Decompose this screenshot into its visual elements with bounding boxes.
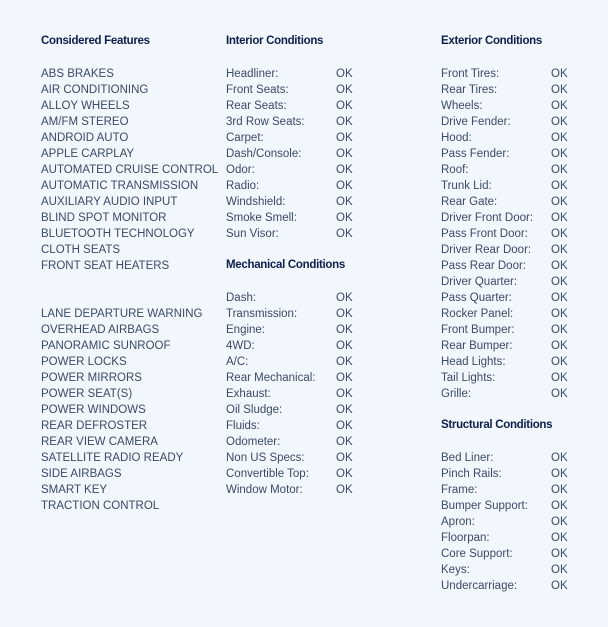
interior-row-label: Carpet: (226, 132, 264, 144)
interior-row-value: OK (336, 164, 353, 176)
feature-item: REAR DEFROSTER (41, 420, 148, 432)
structural-row-value: OK (551, 500, 568, 512)
feature-item: BLIND SPOT MONITOR (41, 212, 167, 224)
exterior-row-label: Roof: (441, 164, 469, 176)
exterior-row-label: Rear Tires: (441, 84, 498, 96)
interior-row-value: OK (336, 84, 353, 96)
exterior-row-label: Pass Quarter: (441, 292, 512, 304)
feature-item: AIR CONDITIONING (41, 84, 149, 96)
interior-row-label: Windshield: (226, 196, 286, 208)
mechanical-row-label: Rear Mechanical: (226, 372, 316, 384)
mechanical-row-label: Dash: (226, 292, 257, 304)
interior-row-label: Dash/Console: (226, 148, 302, 160)
mechanical-row-label: Exhaust: (226, 388, 271, 400)
structural-row-value: OK (551, 580, 568, 592)
structural-heading: Structural Conditions (441, 419, 553, 431)
feature-item: PANORAMIC SUNROOF (41, 340, 171, 352)
interior-row-value: OK (336, 116, 353, 128)
feature-item: OVERHEAD AIRBAGS (41, 324, 160, 336)
mechanical-row-value: OK (336, 324, 353, 336)
exterior-row-value: OK (551, 68, 568, 80)
mechanical-row-label: Window Motor: (226, 484, 303, 496)
interior-row-value: OK (336, 212, 353, 224)
interior-row-label: Radio: (226, 180, 260, 192)
feature-item: TRACTION CONTROL (41, 500, 160, 512)
exterior-row-value: OK (551, 164, 568, 176)
feature-item: POWER MIRRORS (41, 372, 142, 384)
mechanical-row-value: OK (336, 420, 353, 432)
exterior-row-value: OK (551, 84, 568, 96)
mechanical-row-label: Oil Sludge: (226, 404, 283, 416)
interior-row-value: OK (336, 148, 353, 160)
structural-row-value: OK (551, 564, 568, 576)
feature-item: AUTOMATED CRUISE CONTROL (41, 164, 219, 176)
structural-row-label: Frame: (441, 484, 478, 496)
exterior-row-label: Driver Front Door: (441, 212, 534, 224)
exterior-row-label: Hood: (441, 132, 472, 144)
structural-row-value: OK (551, 452, 568, 464)
exterior-row-label: Rear Gate: (441, 196, 498, 208)
mechanical-heading: Mechanical Conditions (226, 259, 345, 271)
mechanical-row-label: 4WD: (226, 340, 255, 352)
feature-item: FRONT SEAT HEATERS (41, 260, 170, 272)
features-heading: Considered Features (41, 35, 150, 47)
mechanical-row-value: OK (336, 356, 353, 368)
mechanical-row-value: OK (336, 372, 353, 384)
exterior-row-value: OK (551, 292, 568, 304)
mechanical-row-label: A/C: (226, 356, 249, 368)
feature-item: SIDE AIRBAGS (41, 468, 122, 480)
structural-row-label: Apron: (441, 516, 475, 528)
structural-row-value: OK (551, 548, 568, 560)
structural-row-label: Undercarriage: (441, 580, 518, 592)
exterior-row-value: OK (551, 116, 568, 128)
feature-item: LANE DEPARTURE WARNING (41, 308, 203, 320)
mechanical-row-value: OK (336, 468, 353, 480)
mechanical-row-value: OK (336, 388, 353, 400)
feature-item: ALLOY WHEELS (41, 100, 130, 112)
exterior-row-label: Grille: (441, 388, 472, 400)
interior-row-value: OK (336, 68, 353, 80)
mechanical-row-label: Non US Specs: (226, 452, 305, 464)
interior-row-value: OK (336, 228, 353, 240)
mechanical-row-value: OK (336, 340, 353, 352)
exterior-row-value: OK (551, 276, 568, 288)
structural-row-value: OK (551, 532, 568, 544)
structural-row-value: OK (551, 516, 568, 528)
interior-row-label: Sun Visor: (226, 228, 279, 240)
exterior-row-value: OK (551, 308, 568, 320)
exterior-row-label: Front Bumper: (441, 324, 515, 336)
exterior-row-value: OK (551, 388, 568, 400)
structural-row-value: OK (551, 484, 568, 496)
exterior-row-label: Wheels: (441, 100, 483, 112)
feature-item: AUTOMATIC TRANSMISSION (41, 180, 199, 192)
feature-item: SMART KEY (41, 484, 108, 496)
exterior-row-value: OK (551, 260, 568, 272)
exterior-row-label: Rear Bumper: (441, 340, 513, 352)
interior-row-value: OK (336, 132, 353, 144)
structural-row-label: Core Support: (441, 548, 513, 560)
feature-item: POWER WINDOWS (41, 404, 146, 416)
exterior-row-label: Pass Rear Door: (441, 260, 527, 272)
exterior-row-value: OK (551, 324, 568, 336)
exterior-row-label: Front Tires: (441, 68, 500, 80)
exterior-row-label: Driver Quarter: (441, 276, 518, 288)
feature-item: REAR VIEW CAMERA (41, 436, 158, 448)
mechanical-row-value: OK (336, 308, 353, 320)
exterior-row-label: Tail Lights: (441, 372, 496, 384)
structural-row-label: Floorpan: (441, 532, 490, 544)
exterior-heading: Exterior Conditions (441, 35, 543, 47)
structural-row-label: Pinch Rails: (441, 468, 502, 480)
exterior-row-label: Driver Rear Door: (441, 244, 532, 256)
exterior-row-value: OK (551, 228, 568, 240)
feature-item: APPLE CARPLAY (41, 148, 135, 160)
exterior-row-value: OK (551, 244, 568, 256)
exterior-row-label: Drive Fender: (441, 116, 511, 128)
interior-row-label: Rear Seats: (226, 100, 287, 112)
feature-item: SATELLITE RADIO READY (41, 452, 184, 464)
structural-row-value: OK (551, 468, 568, 480)
interior-row-value: OK (336, 196, 353, 208)
interior-row-label: Front Seats: (226, 84, 289, 96)
interior-row-label: 3rd Row Seats: (226, 116, 305, 128)
exterior-row-value: OK (551, 340, 568, 352)
interior-row-value: OK (336, 180, 353, 192)
mechanical-row-label: Engine: (226, 324, 266, 336)
exterior-row-value: OK (551, 180, 568, 192)
mechanical-row-value: OK (336, 436, 353, 448)
feature-item: POWER SEAT(S) (41, 388, 133, 400)
exterior-row-label: Pass Front Door: (441, 228, 528, 240)
mechanical-row-value: OK (336, 484, 353, 496)
structural-row-label: Keys: (441, 564, 470, 576)
mechanical-row-label: Convertible Top: (226, 468, 309, 480)
feature-item: ABS BRAKES (41, 68, 114, 80)
exterior-row-value: OK (551, 196, 568, 208)
exterior-row-value: OK (551, 212, 568, 224)
mechanical-row-value: OK (336, 292, 353, 304)
interior-row-label: Odor: (226, 164, 255, 176)
feature-item: POWER LOCKS (41, 356, 127, 368)
structural-row-label: Bed Liner: (441, 452, 494, 464)
interior-heading: Interior Conditions (226, 35, 324, 47)
feature-item: AM/FM STEREO (41, 116, 129, 128)
exterior-row-value: OK (551, 148, 568, 160)
exterior-row-label: Pass Fender: (441, 148, 510, 160)
feature-item: ANDROID AUTO (41, 132, 129, 144)
exterior-row-label: Rocker Panel: (441, 308, 514, 320)
structural-row-label: Bumper Support: (441, 500, 528, 512)
interior-row-value: OK (336, 100, 353, 112)
interior-row-label: Smoke Smell: (226, 212, 297, 224)
exterior-row-value: OK (551, 132, 568, 144)
mechanical-row-label: Odometer: (226, 436, 281, 448)
exterior-row-value: OK (551, 356, 568, 368)
feature-item: BLUETOOTH TECHNOLOGY (41, 228, 195, 240)
exterior-row-value: OK (551, 100, 568, 112)
exterior-row-value: OK (551, 372, 568, 384)
mechanical-row-value: OK (336, 452, 353, 464)
mechanical-row-label: Transmission: (226, 308, 298, 320)
interior-row-label: Headliner: (226, 68, 279, 80)
exterior-row-label: Trunk Lid: (441, 180, 492, 192)
feature-item: AUXILIARY AUDIO INPUT (41, 196, 178, 208)
mechanical-row-value: OK (336, 404, 353, 416)
feature-item: CLOTH SEATS (41, 244, 121, 256)
exterior-row-label: Head Lights: (441, 356, 506, 368)
mechanical-row-label: Fluids: (226, 420, 260, 432)
